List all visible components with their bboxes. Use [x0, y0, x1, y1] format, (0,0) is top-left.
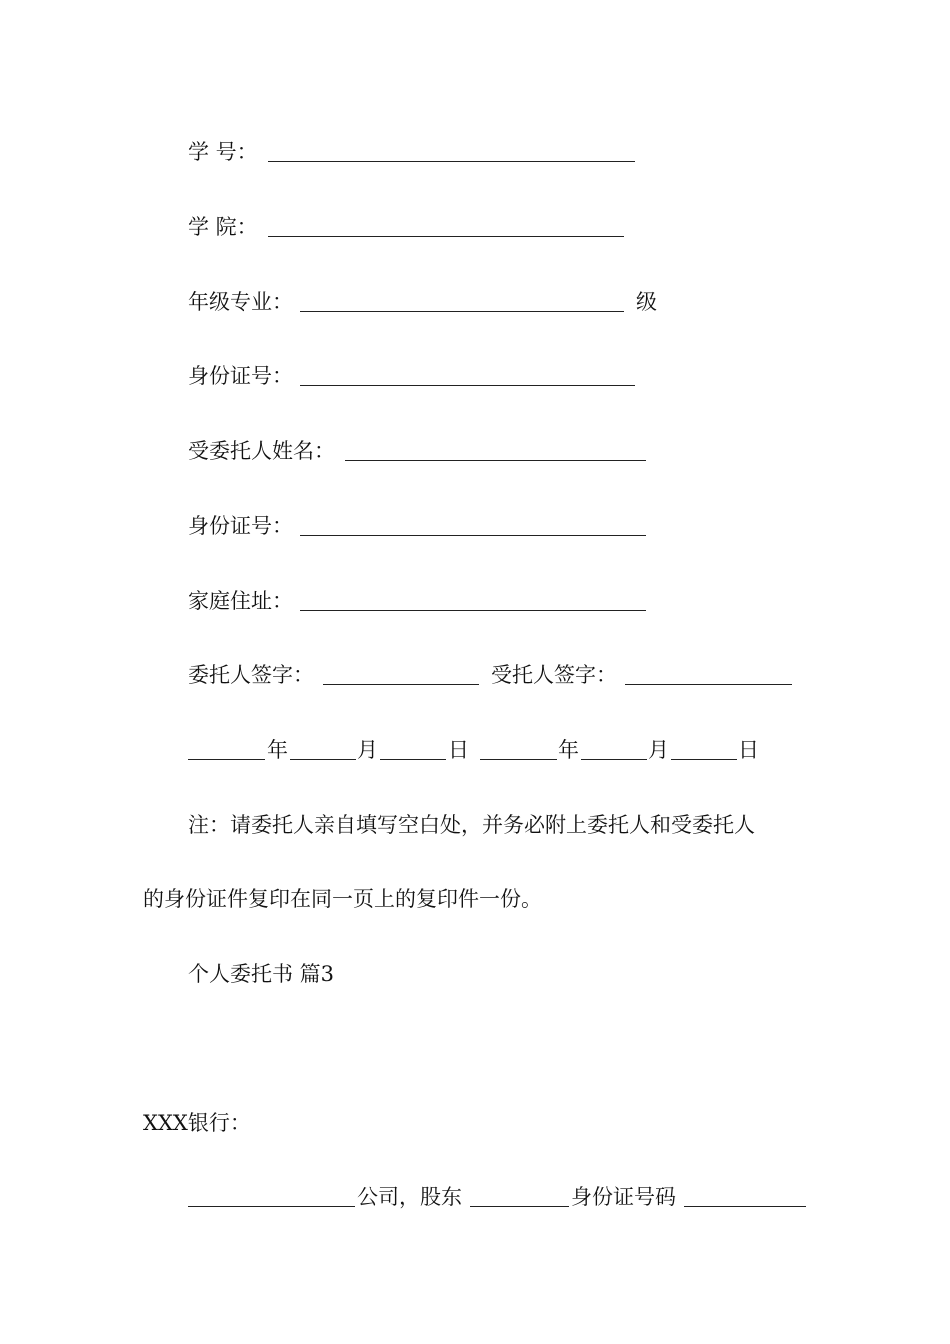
company-label: 公司，股东 — [357, 1185, 462, 1209]
date2-day-label: 日 — [738, 738, 759, 762]
date1-month-label: 月 — [357, 738, 378, 762]
addressee: XXX银行： — [143, 1111, 251, 1135]
date1-day-blank[interactable] — [380, 759, 446, 760]
grade-major-label: 年级专业： — [188, 290, 293, 314]
address-blank[interactable] — [300, 610, 646, 611]
date2-year-label: 年 — [558, 738, 579, 762]
note-line-2: 的身份证件复印在同一页上的复印件一份。 — [143, 887, 542, 911]
trustee-id-label: 身份证号： — [188, 514, 293, 538]
date1-month-blank[interactable] — [290, 759, 356, 760]
shareholder-blank[interactable] — [470, 1206, 569, 1207]
date2-day-blank[interactable] — [671, 759, 737, 760]
date1-year-blank[interactable] — [188, 759, 265, 760]
date1-year-label: 年 — [267, 738, 288, 762]
trustee-sign-label: 受托人签字： — [491, 663, 617, 687]
trustee-id-blank[interactable] — [300, 535, 646, 536]
trustee-name-label: 受委托人姓名： — [188, 439, 335, 463]
college-blank[interactable] — [268, 236, 624, 237]
company-blank[interactable] — [188, 1206, 355, 1207]
id-number-label: 身份证号： — [188, 364, 293, 388]
id-number-blank[interactable] — [300, 385, 635, 386]
student-no-label: 学 号： — [188, 140, 258, 164]
principal-sign-blank[interactable] — [323, 684, 479, 685]
id-code-label: 身份证号码 — [571, 1185, 676, 1209]
student-no-blank[interactable] — [268, 161, 635, 162]
section-title: 个人委托书 篇3 — [188, 962, 335, 986]
grade-suffix: 级 — [636, 290, 657, 314]
address-label: 家庭住址： — [188, 589, 293, 613]
principal-sign-label: 委托人签字： — [188, 663, 314, 687]
note-line-1: 注：请委托人亲自填写空白处，并务必附上委托人和受委托人 — [188, 813, 755, 837]
date2-year-blank[interactable] — [480, 759, 557, 760]
college-label: 学 院： — [188, 215, 258, 239]
grade-major-blank[interactable] — [300, 311, 624, 312]
date2-month-label: 月 — [648, 738, 669, 762]
date2-month-blank[interactable] — [581, 759, 647, 760]
date1-day-label: 日 — [448, 738, 469, 762]
id-code-blank[interactable] — [684, 1206, 806, 1207]
trustee-name-blank[interactable] — [345, 460, 646, 461]
trustee-sign-blank[interactable] — [625, 684, 792, 685]
